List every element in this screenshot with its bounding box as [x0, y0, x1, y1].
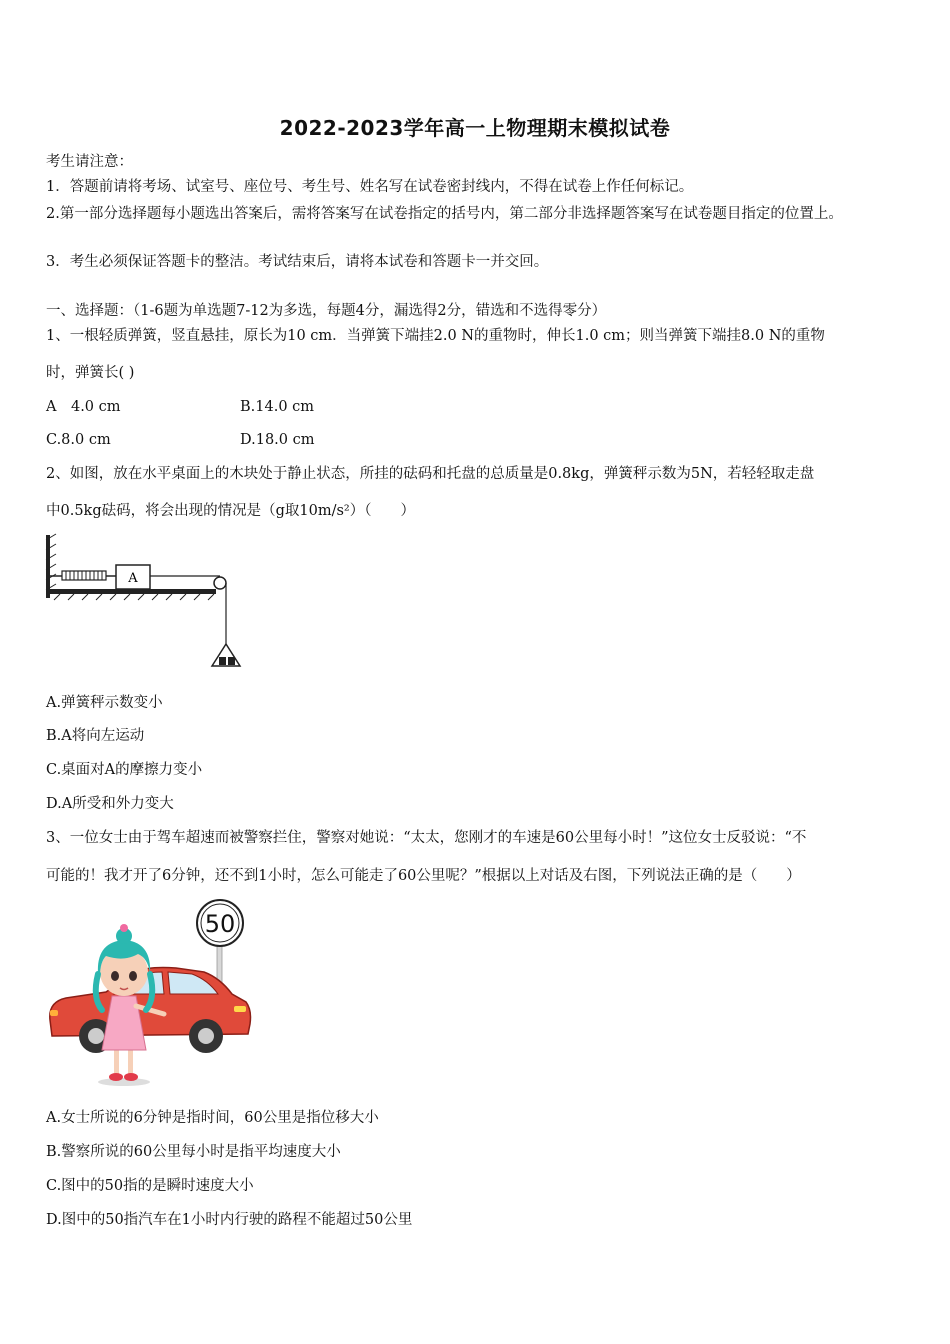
q1-option-d: D.18.0 cm: [240, 432, 315, 448]
notice-item-2: 2.第一部分选择题每小题选出答案后，需将答案写在试卷指定的括号内，第二部分非选择题答案写在试卷题目指定的位置上。: [46, 206, 843, 222]
q3-stem-line2: 可能的！我才开了6分钟，还不到1小时，怎么可能走了60公里呢？”根据以上对话及右图，下列说法正确的是（ ）: [46, 868, 801, 884]
car-speed-sign-illustration: [44, 898, 254, 1090]
pulley-icon: [214, 577, 226, 589]
q1-stem-line2: 时，弹簧长( ): [46, 365, 135, 381]
notice-item-3: 3．考生必须保证答题卡的整洁。考试结束后，请将本试卷和答题卡一并交回。: [46, 254, 549, 270]
page-title: 2022-2023学年高一上物理期末模拟试卷: [279, 116, 671, 140]
q2-option-a: A.弹簧秤示数变小: [46, 695, 163, 711]
q2-stem-line2: 中0.5kg砝码，将会出现的情况是（g取10m/s²）（ ）: [46, 503, 415, 519]
block-a-label: A: [128, 571, 138, 586]
q2-option-d: D.A所受和外力变大: [46, 796, 174, 812]
spring-block-pulley-figure: [44, 532, 244, 672]
q1-option-b: B.14.0 cm: [240, 399, 315, 415]
q2-option-b: B.A将向左运动: [46, 728, 145, 744]
q1-option-c: C.8.0 cm: [46, 432, 111, 448]
q2-option-c: C.桌面对A的摩擦力变小: [46, 762, 203, 778]
q1-option-a: A 4.0 cm: [46, 399, 121, 415]
q2-stem-line1: 2、如图，放在水平桌面上的木块处于静止状态，所挂的砝码和托盘的总质量是0.8kg，弹簧秤示数为5N，若轻轻取走盘: [46, 466, 815, 482]
q3-option-b: B.警察所说的60公里每小时是指平均速度大小: [46, 1144, 341, 1160]
q3-option-d: D.图中的50指汽车在1小时内行驶的路程不能超过50公里: [46, 1212, 413, 1228]
q3-stem-line1: 3、一位女士由于驾车超速而被警察拦住，警察对她说：“太太，您刚才的车速是60公里每小时！”这位女士反驳说：“不: [46, 830, 807, 846]
notice-item-1: 1．答题前请将考场、试室号、座位号、考生号、姓名写在试卷密封线内，不得在试卷上作任何标记。: [46, 179, 694, 195]
speed-limit-value: 50: [204, 910, 236, 938]
section-heading: 一、选择题：（1-6题为单选题7-12为多选，每题4分，漏选得2分，错选和不选得零分）: [46, 303, 607, 319]
notice-heading: 考生请注意：: [46, 154, 133, 170]
q1-stem-line1: 1、一根轻质弹簧，竖直悬挂，原长为10 cm．当弹簧下端挂2.0 N的重物时，伸长1.0 cm；则当弹簧下端挂8.0 N的重物: [46, 328, 825, 344]
q3-option-a: A.女士所说的6分钟是指时间，60公里是指位移大小: [46, 1110, 379, 1126]
q3-option-c: C.图中的50指的是瞬时速度大小: [46, 1178, 254, 1194]
